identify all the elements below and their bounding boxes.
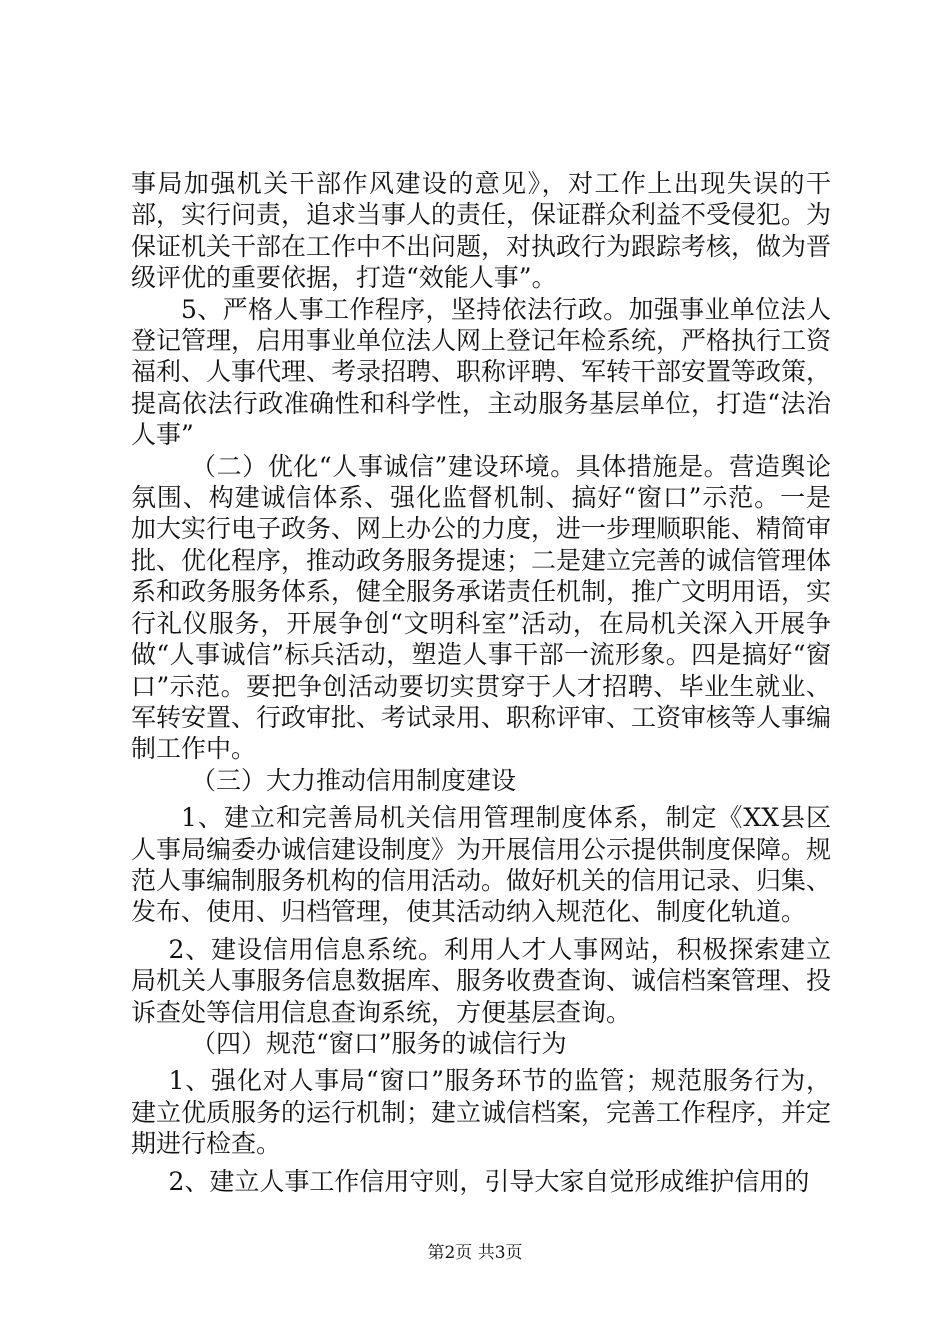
paragraph-3-item-1: 1、建立和完善局机关信用管理制度体系，制定《XX县区人事局编委办诚信建设制度》为开展信用公示提供制度保障。规范人事编制服务机构的信用活动。做好机关的信用记录、归集、发布、使用、归档管理，使其活动纳入规范化、制度化轨道。 <box>131 803 832 927</box>
paragraph-4-item-2: 2、建立人事工作信用守则，引导大家自觉形成维护信用的 <box>168 1166 810 1196</box>
section-heading-4: （四）规范“窗口”服务的诚信行为 <box>191 1028 567 1058</box>
paragraph-section-2: （二）优化“人事诚信”建设环境。具体措施是。营造舆论氛围、构建诚信体系、强化监督机制、搞好“窗口”示范。一是加大实行电子政务、网上办公的力度，进一步理顺职能、精简审批、优化程序，推动政务服务提速；二是建立完善的诚信管理体系和政务服务体系，健全服务承诺责任机制，推广文明用语，实行礼仪服务，开展争创“文明科室”活动，在局机关深入开展争做“人事诚信”标兵活动，塑造人事干部一流形象。四是搞好“窗口”示范。要把争创活动要切实贯穿于人才招聘、毕业生就业、军转安置、行政审批、考试录用、职称评审、工资审核等人事编制工作中。 <box>131 451 832 764</box>
document-body <box>131 168 831 1197</box>
paragraph-item-5: 5、严格人事工作程序，坚持依法行政。加强事业单位法人登记管理，启用事业单位法人网上登记年检系统，严格执行工资福利、人事代理、考录招聘、职称评聘、军转干部安置等政策，提高依法行政准确性和科学性，主动服务基层单位，打造“法治人事” <box>131 294 832 450</box>
paragraph-continuation: 事局加强机关干部作风建设的意见》，对工作上出现失误的干部，实行问责，追求当事人的责任，保证群众利益不受侵犯。为保证机关干部在工作中不出问题，对执政行为跟踪考核，做为晋级评优的重要依据，打造“效能人事”。 <box>131 169 832 293</box>
paragraph-3-item-2: 2、建设信用信息系统。利用人才人事网站，积极探索建立局机关人事服务信息数据库、服务收费查询、诚信档案管理、投诉查处等信用信息查询系统，方便基层查询。 <box>131 934 832 1027</box>
page-number-footer: 第2页 共3页 <box>427 1243 523 1263</box>
section-heading-3: （三）大力推动信用制度建设 <box>191 765 517 795</box>
paragraph-4-item-1: 1、强化对人事局“窗口”服务环节的监管；规范服务行为，建立优质服务的运行机制；建立诚信档案，完善工作程序，并定期进行检查。 <box>131 1066 832 1159</box>
